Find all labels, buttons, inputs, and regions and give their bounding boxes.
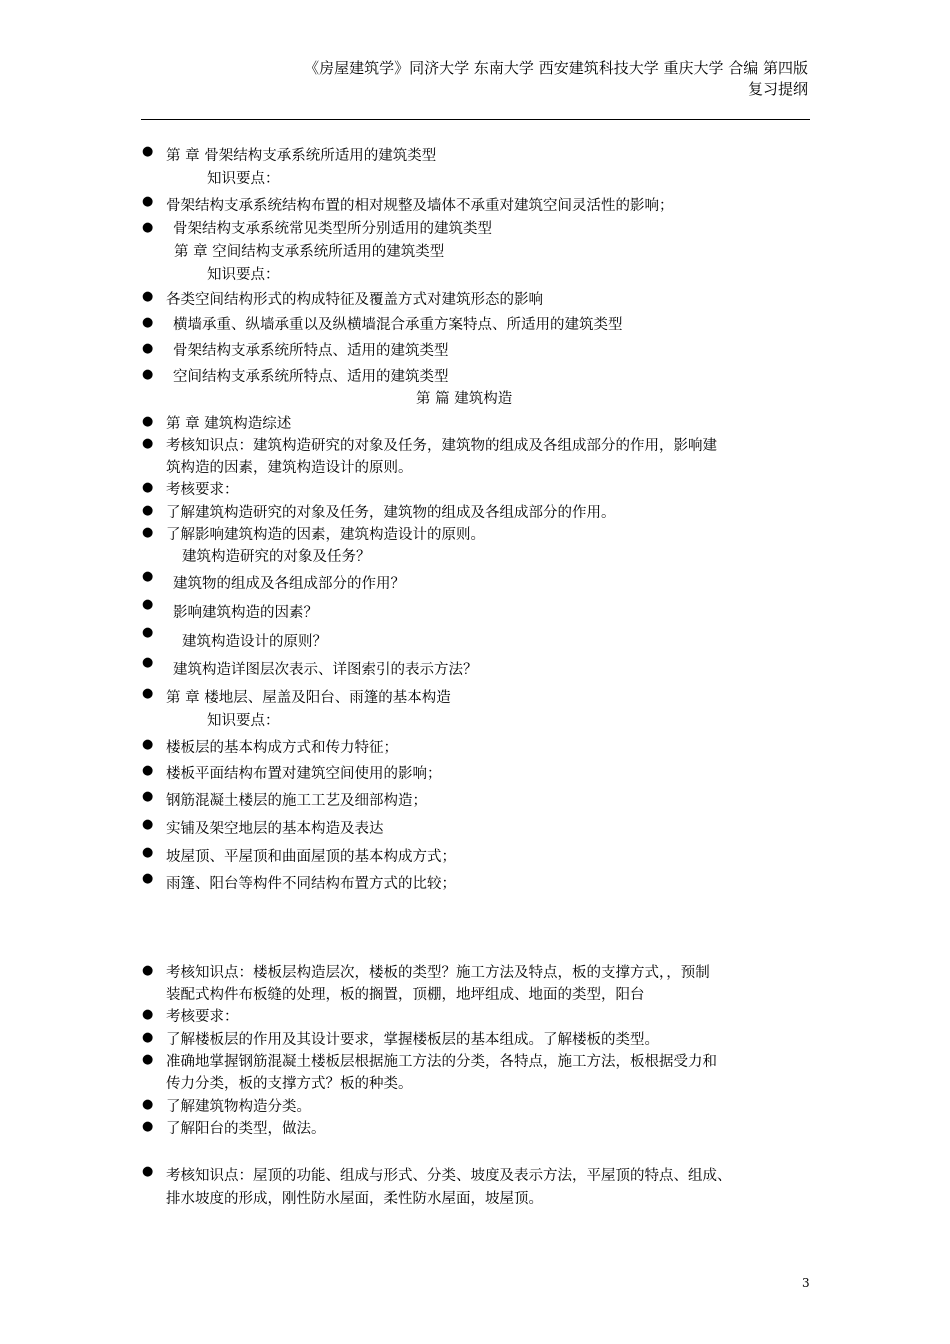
header-line-2: 复习提纲 bbox=[747, 80, 808, 98]
bullet: ● bbox=[142, 817, 154, 832]
bullet: ● bbox=[142, 763, 154, 778]
bullet: ● bbox=[142, 871, 154, 886]
bullet: ● bbox=[142, 436, 154, 451]
text-line: 影响建筑构造的因素？ bbox=[173, 605, 318, 621]
text-line: 了解楼板层的作用及其设计要求，掌握楼板层的基本组成。了解楼板的类型。 bbox=[166, 1032, 659, 1048]
text-line: 钢筋混凝土楼层的施工工艺及细部构造； bbox=[166, 793, 427, 809]
bullet: ● bbox=[142, 315, 154, 330]
bullet: ● bbox=[142, 845, 154, 860]
text-line: 建筑构造详图层次表示、详图索引的表示方法？ bbox=[173, 662, 478, 678]
text-line: 第 章 空间结构支承系统所适用的建筑类型 bbox=[174, 244, 445, 260]
text-line: 第 章 建筑构造综述 bbox=[166, 416, 292, 432]
text-line: 骨架结构支承系统结构布置的相对规整及墙体不承重对建筑空间灵活性的影响； bbox=[166, 198, 674, 214]
bullet: ● bbox=[142, 341, 154, 356]
text-line: 了解影响建筑构造的因素，建筑构造设计的原则。 bbox=[166, 527, 485, 543]
bullet: ● bbox=[142, 414, 154, 429]
bullet: ● bbox=[142, 737, 154, 752]
text-line: 知识要点： bbox=[207, 171, 280, 187]
page-header bbox=[108, 58, 808, 100]
bullet: ● bbox=[142, 1007, 154, 1022]
bullet: ● bbox=[142, 963, 154, 978]
bullet: ● bbox=[142, 1030, 154, 1045]
text-line: 楼板层的基本构成方式和传力特征； bbox=[166, 740, 398, 756]
text-line: 坡屋顶、平屋顶和曲面屋顶的基本构成方式； bbox=[166, 849, 456, 865]
bullet: ● bbox=[142, 220, 154, 235]
text-line: 建筑构造设计的原则？ bbox=[182, 634, 327, 650]
text-line: 考核知识点：屋顶的功能、组成与形式、分类、坡度及表示方法，平屋顶的特点、组成、 bbox=[166, 1168, 732, 1184]
bullet: ● bbox=[142, 1097, 154, 1112]
text-line: 雨篷、阳台等构件不同结构布置方式的比较； bbox=[166, 876, 456, 892]
text-line: 骨架结构支承系统所特点、适用的建筑类型 bbox=[173, 343, 449, 359]
bullet: ● bbox=[142, 789, 154, 804]
bullet: ● bbox=[142, 655, 154, 670]
text-line: 建筑构造研究的对象及任务？ bbox=[182, 549, 371, 565]
text-line: 楼板平面结构布置对建筑空间使用的影响； bbox=[166, 766, 442, 782]
bullet: ● bbox=[142, 289, 154, 304]
text-line: 考核要求： bbox=[166, 1009, 239, 1025]
bullet: ● bbox=[142, 525, 154, 540]
text-line: 准确地掌握钢筋混凝土楼板层根据施工方法的分类，各特点，施工方法，板根据受力和 bbox=[166, 1054, 717, 1070]
text-line: 空间结构支承系统所特点、适用的建筑类型 bbox=[173, 369, 449, 385]
bullet: ● bbox=[142, 367, 154, 382]
section-title: 第 篇 建筑构造 bbox=[416, 391, 513, 407]
bullet: ● bbox=[142, 1164, 154, 1179]
bullet: ● bbox=[142, 503, 154, 518]
page-number: 3 bbox=[802, 1276, 810, 1290]
text-line: 了解建筑构造研究的对象及任务，建筑物的组成及各组成部分的作用。 bbox=[166, 505, 616, 521]
bullet: ● bbox=[142, 625, 154, 640]
bullet: ● bbox=[142, 1119, 154, 1134]
header-line-1: 《房屋建筑学》同济大学 东南大学 西安建筑科技大学 重庆大学 合编 第四版 bbox=[304, 59, 808, 77]
text-line: 各类空间结构形式的构成特征及覆盖方式对建筑形态的影响 bbox=[166, 292, 543, 308]
text-line: 知识要点： bbox=[207, 713, 280, 729]
bullet: ● bbox=[142, 597, 154, 612]
bullet: ● bbox=[142, 569, 154, 584]
bullet: ● bbox=[142, 480, 154, 495]
text-line: 实铺及架空地层的基本构造及表达 bbox=[166, 821, 384, 837]
text-line: 骨架结构支承系统常见类型所分别适用的建筑类型 bbox=[173, 221, 492, 237]
text-line: 传力分类，板的支撑方式？板的种类。 bbox=[166, 1076, 413, 1092]
header-rule bbox=[141, 119, 810, 120]
text-line: 第 章 骨架结构支承系统所适用的建筑类型 bbox=[166, 148, 437, 164]
text-line: 装配式构件布板缝的处理，板的搁置，顶棚，地坪组成、地面的类型，阳台 bbox=[166, 987, 645, 1003]
bullet: ● bbox=[142, 194, 154, 209]
text-line: 排水坡度的形成，刚性防水屋面，柔性防水屋面，坡屋顶。 bbox=[166, 1191, 543, 1207]
text-line: 了解建筑物构造分类。 bbox=[166, 1099, 311, 1115]
text-line: 横墙承重、纵墙承重以及纵横墙混合承重方案特点、所适用的建筑类型 bbox=[173, 317, 623, 333]
bullet: ● bbox=[142, 1052, 154, 1067]
bullet: ● bbox=[142, 686, 154, 701]
text-line: 知识要点： bbox=[207, 267, 280, 283]
text-line: 了解阳台的类型，做法。 bbox=[166, 1121, 326, 1137]
text-line: 筑构造的因素，建筑构造设计的原则。 bbox=[166, 460, 413, 476]
text-line: 第 章 楼地层、屋盖及阳台、雨篷的基本构造 bbox=[166, 690, 451, 706]
text-line: 考核知识点：建筑构造研究的对象及任务，建筑物的组成及各组成部分的作用，影响建 bbox=[166, 438, 717, 454]
text-line: 建筑物的组成及各组成部分的作用？ bbox=[173, 576, 405, 592]
bullet: ● bbox=[142, 144, 154, 159]
text-line: 考核要求： bbox=[166, 482, 239, 498]
text-line: 考核知识点：楼板层构造层次，楼板的类型？施工方法及特点，板的支撑方式，，预制 bbox=[166, 965, 710, 981]
